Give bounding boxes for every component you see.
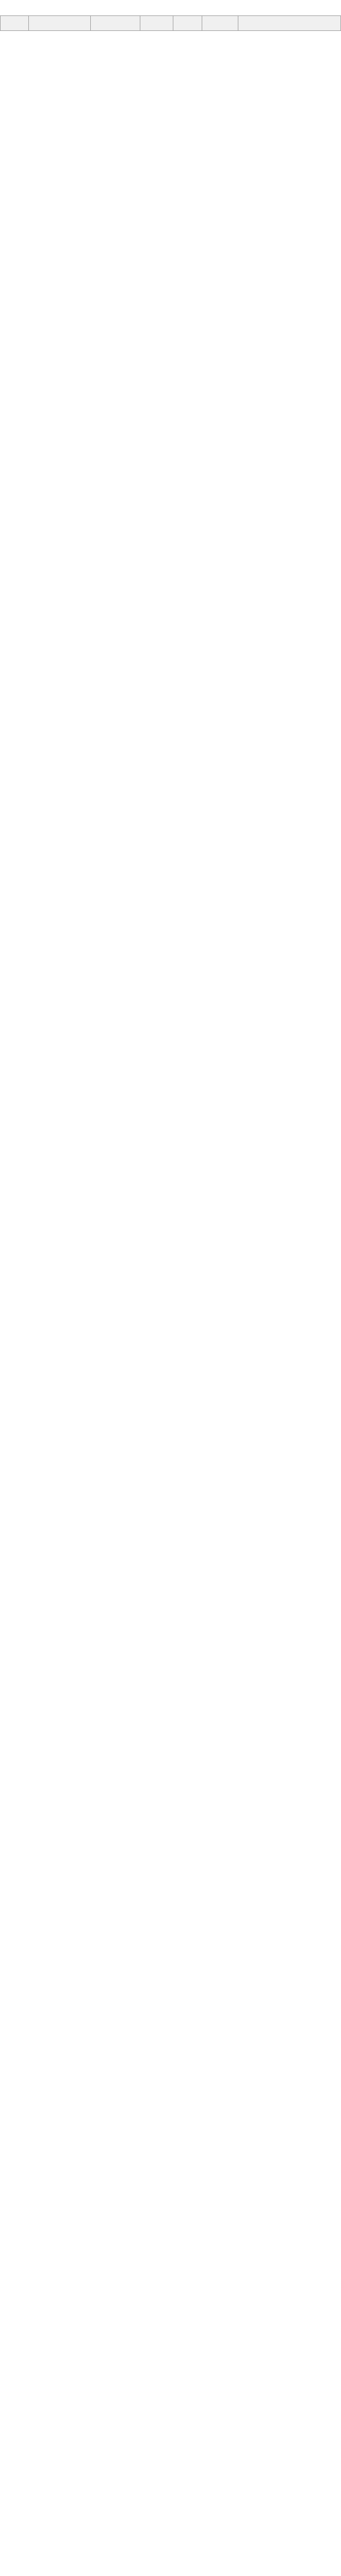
column-header-4 <box>173 16 202 30</box>
column-header-1 <box>29 16 91 30</box>
column-header-3 <box>140 16 173 30</box>
table-title <box>0 0 341 16</box>
table-body <box>0 31 341 2576</box>
table-header-row <box>0 16 341 31</box>
column-header-5 <box>202 16 238 30</box>
column-header-0 <box>0 16 29 30</box>
column-header-6 <box>238 16 341 30</box>
column-header-2 <box>91 16 140 30</box>
